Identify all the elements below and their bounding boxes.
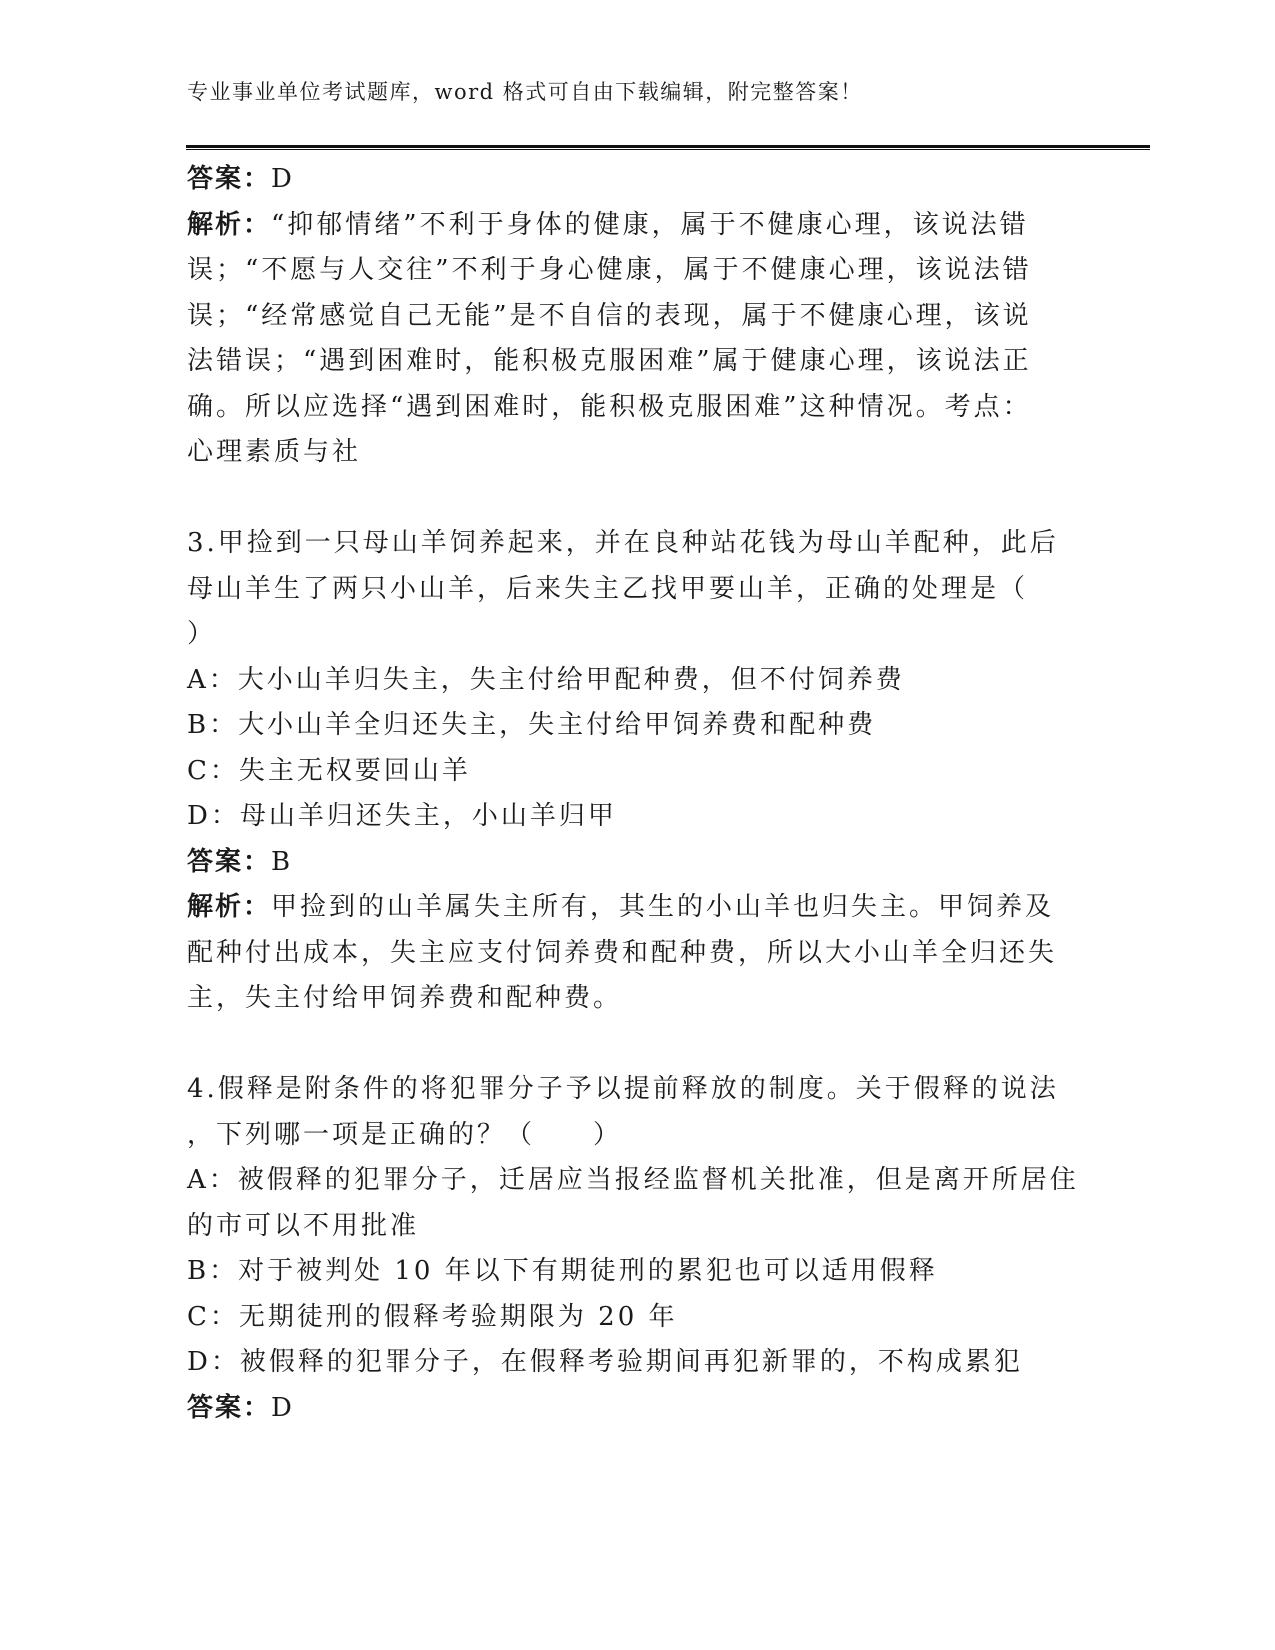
question-stem: 3.甲捡到一只母山羊饲养起来，并在良种站花钱为母山羊配种，此后 xyxy=(187,528,1059,558)
answer-label: 答案： xyxy=(187,1392,272,1423)
option-a: A：大小山羊归失主，失主付给甲配种费，但不付饲养费 xyxy=(187,664,905,695)
option-d: D：母山羊归还失主，小山羊归甲 xyxy=(187,801,617,831)
answer-line xyxy=(187,1386,1087,1432)
analysis-line xyxy=(187,203,1087,249)
option-a: A：被假释的犯罪分子，迁居应当报经监督机关批准，但是离开所居住 xyxy=(187,1165,1079,1195)
header-divider xyxy=(186,145,1150,150)
analysis-text: 甲捡到的山羊属失主所有，其生的小山羊也归失主。甲饲养及 xyxy=(271,892,1055,922)
analysis-text: 法错误；“遇到困难时，能积极克服困难”属于健康心理，该说法正 xyxy=(187,346,1032,376)
option-a-continued: 的市可以不用批准 xyxy=(187,1210,420,1241)
analysis-text: 误；“不愿与人交往”不利于身心健康，属于不健康心理，该说法错 xyxy=(187,255,1032,285)
question-stem: 4.假释是附条件的将犯罪分子予以提前释放的制度。关于假释的说法 xyxy=(187,1074,1059,1104)
option-d: D：被假释的犯罪分子，在假释考验期间再犯新罪的，不构成累犯 xyxy=(187,1347,1023,1377)
page-header: 专业事业单位考试题库，word 格式可自由下载编辑，附完整答案！ xyxy=(187,80,863,104)
analysis-text: 确。所以应选择“遇到困难时，能积极克服困难”这种情况。考点： xyxy=(187,391,1032,422)
answer-value: D xyxy=(271,1392,295,1423)
question-stem: 母山羊生了两只小山羊，后来失主乙找甲要山羊，正确的处理是（ xyxy=(187,573,1029,604)
document-body xyxy=(187,157,1087,1431)
answer-value: B xyxy=(271,846,294,877)
analysis-text: 配种付出成本，失主应支付饲养费和配种费，所以大小山羊全归还失 xyxy=(187,937,1058,968)
answer-line xyxy=(187,157,1087,203)
analysis-label: 解析： xyxy=(187,892,272,922)
question-stem: ，下列哪一项是正确的？（ ） xyxy=(187,1119,623,1150)
analysis-line xyxy=(187,885,1087,931)
analysis-text: “抑郁情绪”不利于身体的健康，属于不健康心理，该说法错 xyxy=(271,209,1029,240)
analysis-text: 误；“经常感觉自己无能”是不自信的表现，属于不健康心理，该说 xyxy=(187,300,1032,331)
spacer xyxy=(187,1022,1087,1068)
option-c: C：无期徒刑的假释考验期限为 20 年 xyxy=(187,1301,678,1332)
answer-label: 答案： xyxy=(187,164,272,194)
answer-value: D xyxy=(271,164,295,194)
analysis-label: 解析： xyxy=(187,209,272,240)
question-stem: ） xyxy=(187,619,217,649)
option-b: B：大小山羊全归还失主，失主付给甲饲养费和配种费 xyxy=(187,710,877,740)
option-b: B：对于被判处 10 年以下有期徒刑的累犯也可以适用假释 xyxy=(187,1256,938,1286)
option-c: C：失主无权要回山羊 xyxy=(187,755,471,786)
spacer xyxy=(187,476,1087,522)
answer-line xyxy=(187,840,1087,886)
answer-label: 答案： xyxy=(187,846,272,877)
analysis-text: 心理素质与社 xyxy=(187,437,362,467)
analysis-text: 主，失主付给甲饲养费和配种费。 xyxy=(187,983,623,1013)
